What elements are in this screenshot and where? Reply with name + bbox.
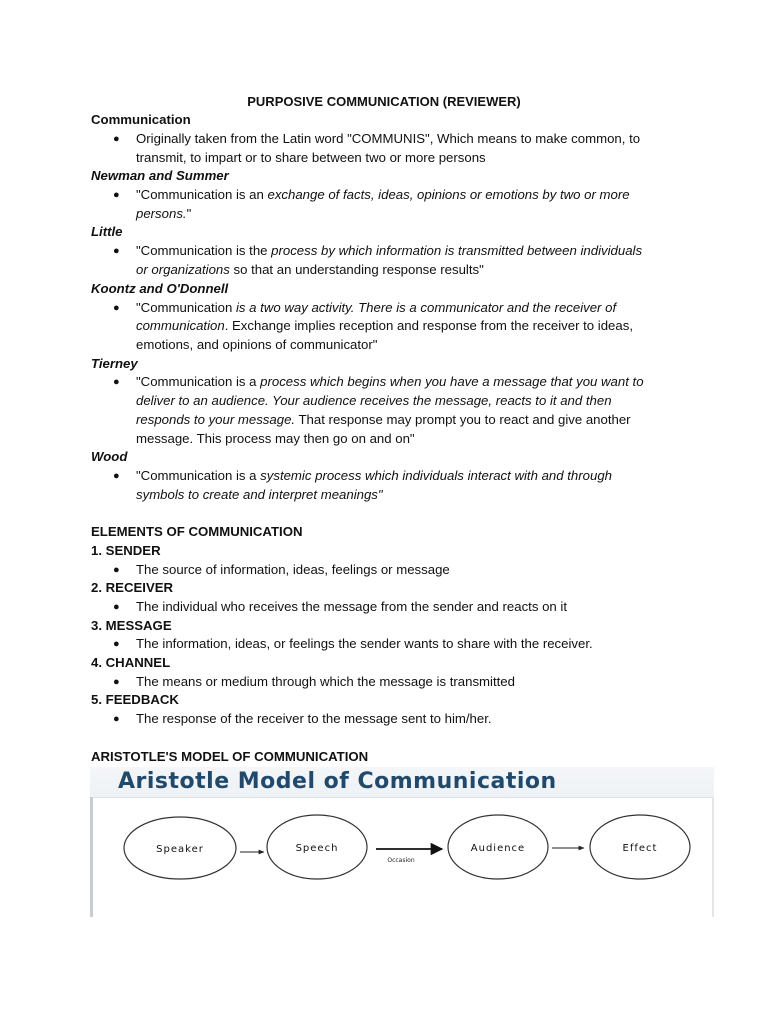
communication-heading: Communication (91, 112, 191, 127)
occasion-label: Occasion (387, 857, 415, 864)
koontz-quote-line-3: emotions, and opinions of communicator" (136, 337, 378, 352)
element-label: 4. CHANNEL (91, 655, 171, 670)
speech-label: Speech (295, 843, 339, 854)
little-heading: Little (91, 224, 123, 239)
tierney-quote-line-2: deliver to an audience. Your audience receives the message, reacts to it and then (136, 393, 612, 408)
tierney-quote-line-3: responds to your message. That response may prompt you to react and give another (136, 412, 631, 427)
element-description: The means or medium through which the message is transmitted (136, 674, 515, 689)
aristotle-model-figure (90, 767, 714, 917)
koontz-quote-line-2: communication. Exchange implies reception and response from the receiver to ideas, (136, 318, 633, 333)
tierney-quote-line-4: message. This process may then go on and on" (136, 431, 415, 446)
figure-title: Aristotle Model of Communication (118, 769, 557, 794)
koontz-odonnell-heading: Koontz and O'Donnell (91, 281, 229, 296)
effect-label: Effect (622, 843, 658, 854)
tierney-quote-line-1: "Communication is a process which begins when you have a message that you want to (136, 374, 644, 389)
speaker-label: Speaker (156, 844, 204, 855)
newman-quote-line-1: "Communication is an exchange of facts, ideas, opinions or emotions by two or more (136, 187, 630, 202)
element-description: The individual who receives the message from the sender and reacts on it (136, 599, 568, 614)
element-label: 2. RECEIVER (91, 580, 174, 595)
bullet-icon: ● (113, 302, 120, 314)
element-description: The information, ideas, or feelings the sender wants to share with the receiver. (136, 636, 593, 651)
element-label: 5. FEEDBACK (91, 692, 179, 707)
newman-summer-heading: Newman and Summer (91, 168, 229, 183)
element-label: 3. MESSAGE (91, 618, 172, 633)
bullet-icon: ● (113, 376, 120, 388)
latin-definition-line-2: transmit, to impart or to share between two or more persons (136, 150, 486, 165)
audience-label: Audience (470, 843, 526, 854)
element-label: 1. SENDER (91, 543, 161, 558)
page-title: PURPOSIVE COMMUNICATION (REVIEWER) (247, 94, 521, 109)
aristotle-heading: ARISTOTLE'S MODEL OF COMMUNICATION (91, 749, 369, 764)
bullet-icon: ● (113, 245, 120, 257)
bullet-icon: ● (113, 676, 120, 688)
bullet-icon: ● (113, 189, 120, 201)
little-quote-line-2: or organizations so that an understanding response results" (136, 262, 484, 277)
tierney-heading: Tierney (91, 356, 138, 371)
bullet-icon: ● (113, 470, 120, 482)
bullet-icon: ● (113, 133, 120, 145)
newman-quote-line-2: persons." (136, 206, 192, 221)
bullet-icon: ● (113, 713, 120, 725)
aristotle-diagram (90, 767, 714, 917)
element-description: The response of the receiver to the message sent to him/her. (136, 711, 492, 726)
wood-quote-line-2: symbols to create and interpret meanings" (136, 487, 383, 502)
wood-heading: Wood (91, 449, 128, 464)
little-quote-line-1: "Communication is the process by which information is transmitted between individuals (136, 243, 643, 258)
koontz-quote-line-1: "Communication is a two way activity. There is a communicator and the receiver of (136, 300, 617, 315)
latin-definition-line-1: Originally taken from the Latin word "COMMUNIS", Which means to make common, to (136, 131, 641, 146)
element-description: The source of information, ideas, feelings or message (136, 562, 450, 577)
elements-heading: ELEMENTS OF COMMUNICATION (91, 524, 303, 539)
wood-quote-line-1: "Communication is a systemic process which individuals interact with and through (136, 468, 612, 483)
bullet-icon: ● (113, 601, 120, 613)
bullet-icon: ● (113, 564, 120, 576)
bullet-icon: ● (113, 638, 120, 650)
